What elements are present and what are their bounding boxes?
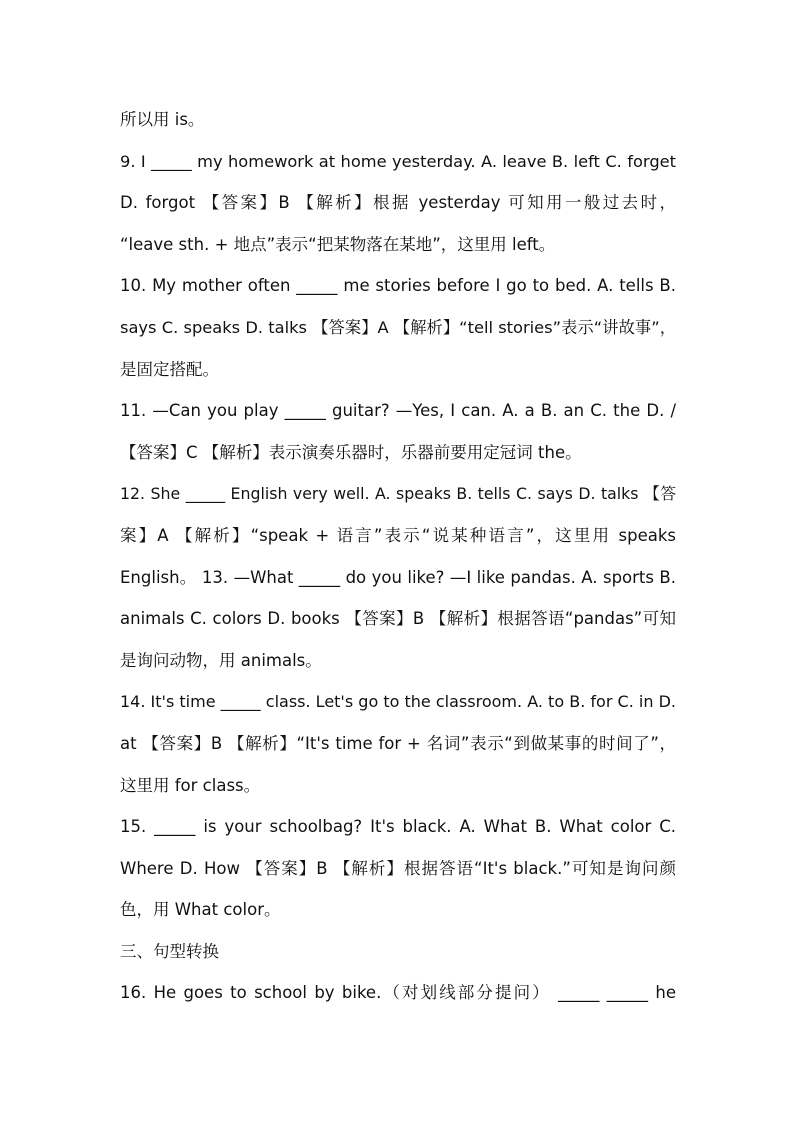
text-line-10: 12. She _____ English very well. A. speaks B. tells C. says D. talks 【答	[120, 484, 676, 504]
text-line-4: “leave sth. + 地点”表示“把某物落在某地”，这里用 left。	[120, 234, 556, 254]
text-line-11: 案】A 【解析】“speak + 语言”表示“说某种语言”，这里用 speaks	[120, 525, 676, 545]
section-heading: 三、句型转换	[120, 941, 219, 961]
text-line-18: 15. _____ is your schoolbag? It's black. A. What B. What color C.	[120, 817, 676, 837]
text-line-14: 是询问动物，用 animals。	[120, 650, 322, 670]
text-line-22: 16. He goes to school by bike.（对划线部分提问） _____ _____ he	[120, 983, 676, 1003]
text-line-13: animals C. colors D. books 【答案】B 【解析】根据答语“pandas”可知	[120, 609, 676, 629]
text-line-19: Where D. How 【答案】B 【解析】根据答语“It's black.”可知是询问颜	[120, 858, 676, 878]
text-line-5: 10. My mother often _____ me stories before I go to bed. A. tells B.	[120, 276, 676, 296]
text-line-9: 【答案】C 【解析】表示演奏乐器时，乐器前要用定冠词 the。	[120, 442, 582, 462]
text-line-15: 14. It's time _____ class. Let's go to the classroom. A. to B. for C. in D.	[120, 692, 676, 712]
text-line-16: at 【答案】B 【解析】“It's time for + 名词”表示“到做某事的时间了”，	[120, 733, 676, 753]
text-line-12: English。 13. —What _____ do you like? —I like pandas. A. sports B.	[120, 567, 676, 587]
text-line-3: D. forgot 【答案】B 【解析】根据 yesterday 可知用一般过去时，	[120, 193, 676, 213]
text-line-20: 色，用 What color。	[120, 900, 281, 920]
text-line-7: 是固定搭配。	[120, 359, 219, 379]
text-line-2: 9. I _____ my homework at home yesterday. A. leave B. left C. forget	[120, 151, 676, 171]
text-line-17: 这里用 for class。	[120, 775, 261, 795]
document-page	[120, 99, 676, 1014]
text-line-1: 所以用 is。	[120, 110, 205, 129]
text-line-6: says C. speaks D. talks 【答案】A 【解析】“tell stories”表示“讲故事”，	[120, 317, 676, 337]
text-line-8: 11. —Can you play _____ guitar? —Yes, I can. A. a B. an C. the D. /	[120, 401, 676, 421]
